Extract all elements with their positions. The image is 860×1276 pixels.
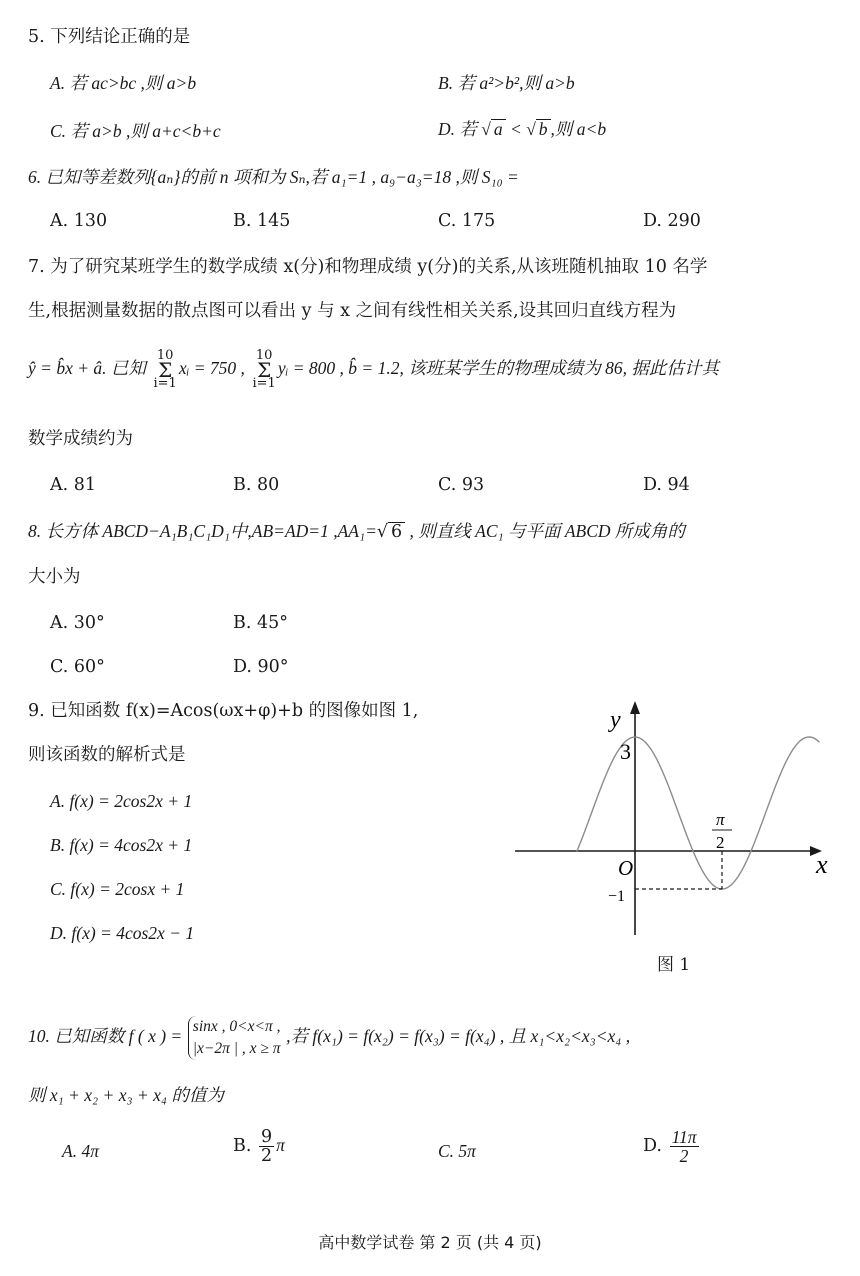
- fraction-denominator: 2: [261, 1146, 273, 1166]
- q10-line-1: [28, 1012, 630, 1061]
- sum-lower: i=1: [252, 375, 276, 391]
- q7-option-d: D. 94: [643, 475, 690, 495]
- q6-option-d: D. 290: [643, 211, 701, 231]
- pi-numerator: π: [716, 810, 725, 829]
- q7-line-1: 7. 为了研究某班学生的数学成绩 x(分)和物理成绩 y(分)的关系,从该班随机抽取 10 名学: [28, 257, 708, 277]
- q8-line-1-prefix: 8. 长方体 ABCD−A₁B₁C₁D₁中,AB=AD=1 ,AA₁=: [28, 521, 377, 541]
- pi-denominator: 2: [716, 833, 725, 852]
- sum-upper: 10: [255, 347, 273, 363]
- q10-case-1: sinx , 0<x<π ,: [192, 1017, 281, 1035]
- q10-option-b-prefix: B.: [233, 1136, 252, 1156]
- q10-option-d: [643, 1128, 701, 1165]
- q9-option-b: B. f(x) = 4cos2x + 1: [50, 835, 193, 855]
- q5-option-d-prefix: D. 若: [438, 119, 477, 139]
- q5-option-c: C. 若 a>b ,则 a+c<b+c: [50, 121, 221, 141]
- q10-line-2: 则 x₁ + x₂ + x₃ + x₄ 的值为: [28, 1085, 224, 1105]
- q7-sum-y: 10 Σ i=1: [252, 347, 276, 391]
- q7-sum-x-value: xᵢ = 750 ,: [178, 358, 245, 378]
- q7-sum-y-value: yᵢ = 800 , b̂ = 1.2, 该班某学生的物理成绩为 86, 据此估计其: [277, 358, 719, 378]
- q9-cosine-graph: [510, 695, 840, 945]
- q9-line-2: 则该函数的解析式是: [28, 745, 186, 765]
- q6-option-a: A. 130: [50, 211, 108, 231]
- q10-option-b-fraction: [259, 1128, 274, 1165]
- q7-option-c: C. 93: [438, 475, 485, 495]
- q9-line-1: 9. 已知函数 f(x)=Acos(ωx+φ)+b 的图像如图 1,: [28, 701, 419, 721]
- q10-option-d-fraction: [670, 1128, 699, 1165]
- min-value-label: −1: [608, 888, 626, 905]
- q10-condition: ,若 f(x₁) = f(x₂) = f(x₃) = f(x₄) , 且 x₁<x₂<x₃<x₄ ,: [286, 1026, 631, 1046]
- page-footer: 高中数学试卷 第 2 页 (共 4 页): [318, 1233, 542, 1252]
- q5-option-a: A. 若 ac>bc ,则 a>b: [50, 73, 197, 93]
- q10-case-2: |x−2π | , x ≥ π: [192, 1039, 281, 1057]
- q5-option-d-radicand-1: a: [491, 119, 506, 138]
- q10-option-d-prefix: D.: [643, 1136, 662, 1156]
- sum-upper: 10: [156, 347, 174, 363]
- q8-radicand: 6: [388, 522, 405, 541]
- q5-stem: 5. 下列结论正确的是: [28, 27, 191, 47]
- q8-option-b: B. 45°: [233, 613, 289, 633]
- q6-option-b: B. 145: [233, 211, 291, 231]
- fraction-numerator: 9: [261, 1127, 273, 1147]
- q7-line-3: [28, 348, 719, 390]
- fraction-denominator: 2: [679, 1146, 689, 1166]
- q8-option-c: C. 60°: [50, 657, 105, 677]
- q7-regression-equation: ŷ = b̂x + â. 已知: [28, 358, 146, 378]
- q7-line-4: 数学成绩约为: [28, 429, 133, 449]
- q6-stem: 6. 已知等差数列{aₙ}的前 n 项和为 Sₙ,若 a₁=1 , a₉−a₃=18 ,则 S₁₀ =: [28, 167, 519, 187]
- q9-option-c: C. f(x) = 2cosx + 1: [50, 879, 185, 899]
- q10-option-a: A. 4π: [62, 1141, 99, 1161]
- figure-caption: 图 1: [657, 955, 691, 975]
- q8-option-a: A. 30°: [50, 613, 105, 633]
- q8-option-d: D. 90°: [233, 657, 289, 677]
- q8-line-1-suffix: , 则直线 AC₁ 与平面 ABCD 所成角的: [405, 521, 685, 541]
- q10-option-c: C. 5π: [438, 1141, 476, 1161]
- q5-option-d-suffix: ,则 a<b: [550, 119, 607, 139]
- q5-option-d-lt: <: [510, 119, 522, 139]
- sum-lower: i=1: [153, 375, 177, 391]
- q6-option-c: C. 175: [438, 211, 496, 231]
- q7-option-b: B. 80: [233, 475, 280, 495]
- max-value-label: 3: [620, 739, 631, 764]
- q9-option-a: A. f(x) = 2cos2x + 1: [50, 791, 193, 811]
- q8-line-1: 8. 长方体 ABCD−A₁B₁C₁D₁中,AB=AD=1 ,AA₁=√ 6 , 则直线 AC₁ 与平面 ABCD 所成角的: [28, 521, 685, 542]
- y-axis-label: y: [610, 707, 621, 733]
- q8-line-2: 大小为: [28, 567, 81, 587]
- q7-sum-x: 10 Σ i=1: [153, 347, 177, 391]
- q10-option-b: [233, 1128, 285, 1165]
- q7-line-2: 生,根据测量数据的散点图可以看出 y 与 x 之间有线性相关关系,设其回归直线方程为: [28, 301, 677, 321]
- q9-option-d: D. f(x) = 4cos2x − 1: [50, 923, 195, 943]
- q7-option-a: A. 81: [50, 475, 97, 495]
- q10-prefix: 10. 已知函数 f ( x ) =: [28, 1026, 183, 1046]
- fraction-numerator: 11π: [671, 1127, 697, 1147]
- q5-option-d: D. 若 √ a < √ b ,则 a<b: [438, 119, 607, 139]
- x-axis-label: x: [816, 850, 828, 879]
- q5-option-d-radicand-2: b: [536, 119, 551, 138]
- q10-piecewise-function: [188, 1016, 281, 1060]
- graph-background: [510, 695, 840, 945]
- q5-option-b: B. 若 a²>b²,则 a>b: [438, 73, 575, 93]
- origin-label: O: [618, 856, 634, 880]
- q10-option-b-pi: π: [276, 1135, 285, 1155]
